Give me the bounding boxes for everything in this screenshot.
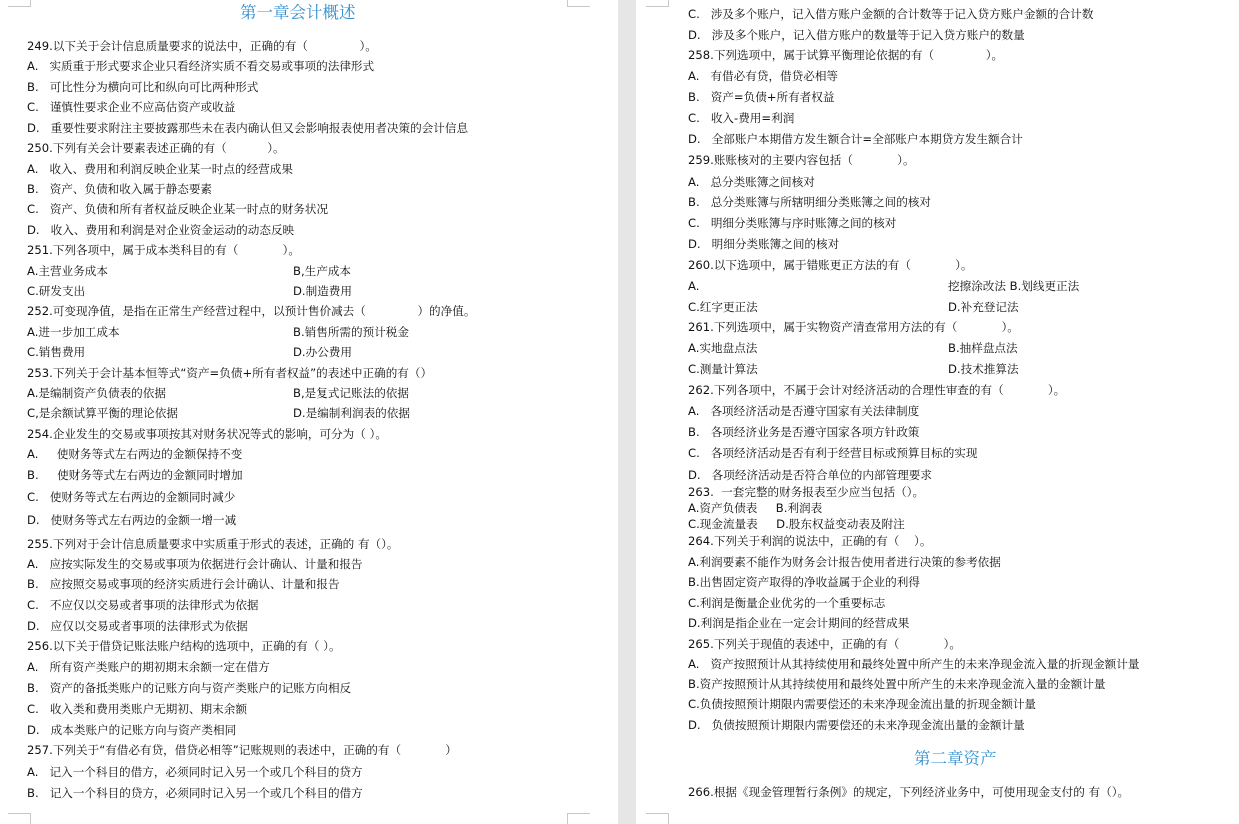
- line-text: A. 应按实际发生的交易或事项为依据进行会计确认、计量和报告: [27, 557, 363, 571]
- answer-option: [27, 557, 363, 571]
- line-text: A.实地盘点法: [688, 341, 758, 355]
- line-text: A. 使财务等式左右两边的金额保持不变: [27, 447, 243, 461]
- answer-option: [688, 425, 919, 439]
- line-text: D. 明细分类账簿之间的核对: [688, 237, 840, 251]
- answer-option: [688, 300, 1019, 314]
- page-corner-mark: [567, 813, 590, 824]
- line-text: C. 明细分类账簿与序时账簿之间的核对: [688, 216, 897, 230]
- answer-option: [688, 718, 1025, 732]
- answer-option: [27, 577, 340, 591]
- line-text: C. 收入-费用=利润: [688, 111, 795, 125]
- line-text: A. 有借必有贷，借贷必相等: [688, 69, 839, 83]
- line-text: D. 涉及多个账户，记入借方账户的数量等于记入贷方账户的数量: [688, 28, 1025, 42]
- answer-option-col2: D.办公费用: [293, 345, 352, 359]
- question-text: [27, 639, 341, 653]
- line-text: A.资产负债表 B.利润表: [688, 501, 823, 515]
- answer-option: [688, 555, 1001, 569]
- answer-option: [27, 447, 242, 461]
- answer-option-col2: B.销售所需的预计税金: [293, 325, 409, 339]
- answer-option-col2: B,生产成本: [293, 264, 352, 278]
- line-text: B. 可比性分为横向可比和纵向可比两种形式: [27, 80, 259, 94]
- answer-option: [27, 702, 247, 716]
- line-text: B. 资产的备抵类账户的记账方向与资产类账户的记账方向相反: [27, 681, 352, 695]
- question-text: [688, 383, 1065, 397]
- line-text: A.是编制资产负债表的依据: [27, 386, 166, 400]
- line-text: 254.企业发生的交易或事项按其对财务状况等式的影响，可分为（ ）。: [27, 427, 387, 441]
- answer-option: [27, 325, 409, 339]
- question-text: [27, 141, 285, 155]
- answer-option: [688, 216, 896, 230]
- answer-option: [688, 596, 885, 610]
- line-text: C.现金流量表 D.股东权益变动表及附注: [688, 517, 905, 531]
- answer-option: [688, 517, 905, 531]
- question-text: [27, 39, 377, 53]
- question-text: [688, 785, 1129, 799]
- answer-option: [688, 657, 1139, 671]
- line-text: A. 实质重于形式要求企业只看经济实质不看交易或事项的法律形式: [27, 59, 375, 73]
- question-text: [688, 485, 924, 499]
- question-text: [688, 48, 1003, 62]
- answer-option: [27, 765, 363, 779]
- answer-option: [688, 195, 931, 209]
- line-text: A. 总分类账簿之间核对: [688, 175, 815, 189]
- line-text: A.利润要素不能作为财务会计报告使用者进行决策的参考依据: [688, 555, 1001, 569]
- line-text: A. 收入、费用和利润反映企业某一时点的经营成果: [27, 162, 293, 176]
- answer-option: [688, 404, 919, 418]
- answer-option-col2: B,是复式记账法的依据: [293, 386, 409, 400]
- line-text: D. 各项经济活动是否符合单位的内部管理要求: [688, 468, 932, 482]
- answer-option: [688, 697, 1036, 711]
- answer-option: [27, 386, 409, 400]
- line-text: 256.以下关于借贷记账法账户结构的选项中，正确的有（ ）。: [27, 639, 341, 653]
- answer-option: [27, 723, 236, 737]
- line-text: D. 成本类账户的记账方向与资产类相同: [27, 723, 237, 737]
- question-text: [688, 320, 1019, 334]
- question-text: [27, 243, 300, 257]
- page-corner-mark: [8, 0, 31, 7]
- answer-option: [688, 677, 1105, 691]
- line-text: A. 所有资产类账户的期初期末余额一定在借方: [27, 660, 270, 674]
- answer-option: [688, 111, 794, 125]
- answer-option: [688, 7, 1093, 21]
- answer-option: [27, 121, 468, 135]
- answer-option-col2: D.技术推算法: [948, 362, 1019, 376]
- page-corner-mark: [646, 0, 669, 7]
- answer-option: [27, 619, 248, 633]
- answer-option: [27, 59, 374, 73]
- answer-option: [688, 90, 834, 104]
- line-text: B. 应按照交易或事项的经济实质进行会计确认、计量和报告: [27, 577, 340, 591]
- answer-option: [688, 132, 1023, 146]
- line-text: C.测量计算法: [688, 362, 758, 376]
- answer-option: [27, 284, 352, 298]
- line-text: A. 各项经济活动是否遵守国家有关法律制度: [688, 404, 920, 418]
- answer-option: [27, 264, 352, 278]
- answer-option: [27, 490, 235, 504]
- line-text: D. 负债按照预计期限内需要偿还的未来净现金流出量的金额计量: [688, 718, 1025, 732]
- answer-option-col2: D.补充登记法: [948, 300, 1019, 314]
- answer-option-col2: B.抽样盘点法: [948, 341, 1018, 355]
- question-text: [27, 304, 475, 318]
- answer-option-col2: D.制造费用: [293, 284, 352, 298]
- line-text: 264.下列关于利润的说法中，正确的有（ ）。: [688, 534, 932, 548]
- document-page-left: [0, 0, 618, 824]
- line-text: C. 谨慎性要求企业不应高估资产或收益: [27, 100, 236, 114]
- line-text: B. 使财务等式左右两边的金额同时增加: [27, 468, 243, 482]
- answer-option: [27, 100, 235, 114]
- line-text: C. 使财务等式左右两边的金额同时减少: [27, 490, 236, 504]
- answer-option: [27, 513, 236, 527]
- page-corner-mark: [567, 0, 590, 7]
- line-text: C. 各项经济活动是否有利于经营目标或预算目标的实现: [688, 446, 978, 460]
- answer-option: [688, 279, 1080, 293]
- line-text: 260.以下选项中，属于错账更正方法的有（ ）。: [688, 258, 973, 272]
- answer-option: [688, 28, 1025, 42]
- line-text: 261.下列选项中，属于实物资产清查常用方法的有（ ）。: [688, 320, 1019, 334]
- line-text: D. 重要性要求附注主要披露那些未在表内确认但又会影响报表使用者决策的会计信息: [27, 121, 469, 135]
- page-corner-mark: [646, 813, 669, 824]
- answer-option: [27, 182, 212, 196]
- line-text: B.出售固定资产取得的净收益属于企业的利得: [688, 575, 920, 589]
- line-text: 253.下列关于会计基本恒等式“资产=负债+所有者权益”的表述中正确的有（）: [27, 366, 433, 380]
- line-text: B. 资产=负债+所有者权益: [688, 90, 835, 104]
- line-text: B. 记入一个科目的贷方，必须同时记入另一个或几个科目的借方: [27, 786, 363, 800]
- line-text: C,是余额试算平衡的理论依据: [27, 406, 178, 420]
- line-text: D. 使财务等式左右两边的金额一增一减: [27, 513, 237, 527]
- line-text: A. 记入一个科目的借方，必须同时记入另一个或几个科目的贷方: [27, 765, 363, 779]
- answer-option: [688, 616, 909, 630]
- question-text: [27, 537, 399, 551]
- line-text: C.研发支出: [27, 284, 86, 298]
- question-text: [688, 258, 973, 272]
- line-text: B. 总分类账簿与所辖明细分类账簿之间的核对: [688, 195, 931, 209]
- answer-option: [27, 223, 294, 237]
- answer-option: [688, 501, 822, 515]
- answer-option: [27, 468, 243, 482]
- line-text: 265.下列关于现值的表述中，正确的有（ ）。: [688, 637, 961, 651]
- line-text: 262.下列各项中，不属于会计对经济活动的合理性审查的有（ ）。: [688, 383, 1066, 397]
- answer-option: [688, 575, 920, 589]
- question-text: [688, 637, 961, 651]
- line-text: 259.账账核对的主要内容包括（ ）。: [688, 153, 915, 167]
- line-text: D. 收入、费用和利润是对企业资金运动的动态反映: [27, 223, 295, 237]
- page-corner-mark: [8, 813, 31, 824]
- question-text: [688, 534, 931, 548]
- line-text: 258.下列选项中，属于试算平衡理论依据的有（ ）。: [688, 48, 1004, 62]
- answer-option: [688, 362, 1019, 376]
- line-text: A. 资产按照预计从其持续使用和最终处置中所产生的未来净现金流入量的折现金额计量: [688, 657, 1140, 671]
- line-text: 251.下列各项中，属于成本类科目的有（ ）。: [27, 243, 300, 257]
- line-text: C. 收入类和费用类账户无期初、期末余额: [27, 702, 247, 716]
- line-text: D. 全部账户本期借方发生额合计=全部账户本期贷方发生额合计: [688, 132, 1023, 146]
- line-text: C.销售费用: [27, 345, 86, 359]
- answer-option: [688, 446, 978, 460]
- answer-option: [27, 598, 259, 612]
- line-text: 252.可变现净值，是指在正常生产经营过程中，以预计售价减去（ ）的净值。: [27, 304, 476, 318]
- question-text: [27, 427, 387, 441]
- answer-option: [27, 406, 410, 420]
- line-text: A.进一步加工成本: [27, 325, 120, 339]
- question-text: [27, 743, 457, 757]
- answer-option: [688, 468, 932, 482]
- line-text: C. 涉及多个账户，记入借方账户金额的合计数等于记入贷方账户金额的合计数: [688, 7, 1094, 21]
- question-text: [27, 366, 432, 380]
- answer-option: [688, 69, 838, 83]
- chapter-title: 第二章资产: [914, 749, 997, 768]
- question-text: [688, 153, 915, 167]
- line-text: 255.下列对于会计信息质量要求中实质重于形式的表述，正确的 有（）。: [27, 537, 399, 551]
- line-text: A.主营业务成本: [27, 264, 108, 278]
- answer-option: [688, 175, 815, 189]
- line-text: C. 不应仅以交易或者事项的法律形式为依据: [27, 598, 259, 612]
- answer-option: [688, 237, 839, 251]
- answer-option: [27, 786, 363, 800]
- answer-option: [27, 660, 270, 674]
- answer-option: [27, 681, 351, 695]
- answer-option: [688, 341, 1018, 355]
- chapter-title: 第一章会计概述: [240, 3, 356, 22]
- line-text: C.红字更正法: [688, 300, 758, 314]
- line-text: 263. 一套完整的财务报表至少应当包括（）。: [688, 485, 925, 499]
- answer-option: [27, 80, 258, 94]
- line-text: B.资产按照预计从其持续使用和最终处置中所产生的未来净现金流入量的金额计量: [688, 677, 1106, 691]
- answer-option-col2: 挖擦涂改法 B.划线更正法: [948, 279, 1080, 293]
- line-text: A.: [688, 279, 700, 293]
- document-page-right: [636, 0, 1239, 824]
- answer-option: [27, 162, 293, 176]
- line-text: D. 应仅以交易或者事项的法律形式为依据: [27, 619, 248, 633]
- line-text: 249.以下关于会计信息质量要求的说法中，正确的有（ ）。: [27, 39, 377, 53]
- line-text: 250.下列有关会计要素表述正确的有（ ）。: [27, 141, 285, 155]
- answer-option-col2: D.是编制利润表的依据: [293, 406, 410, 420]
- line-text: B. 各项经济业务是否遵守国家各项方针政策: [688, 425, 920, 439]
- line-text: C. 资产、负债和所有者权益反映企业某一时点的财务状况: [27, 202, 329, 216]
- line-text: C.负债按照预计期限内需要偿还的未来净现金流出量的折现金额计量: [688, 697, 1037, 711]
- line-text: B. 资产、负债和收入属于静态要素: [27, 182, 213, 196]
- line-text: 257.下列关于“有借必有贷，借贷必相等”记账规则的表述中，正确的有（ ）: [27, 743, 457, 757]
- line-text: C.利润是衡量企业优劣的一个重要标志: [688, 596, 886, 610]
- line-text: D.利润是指企业在一定会计期间的经营成果: [688, 616, 910, 630]
- line-text: 266.根据《现金管理暂行条例》的规定，下列经济业务中，可使用现金支付的 有（）。: [688, 785, 1130, 799]
- answer-option: [27, 345, 352, 359]
- answer-option: [27, 202, 328, 216]
